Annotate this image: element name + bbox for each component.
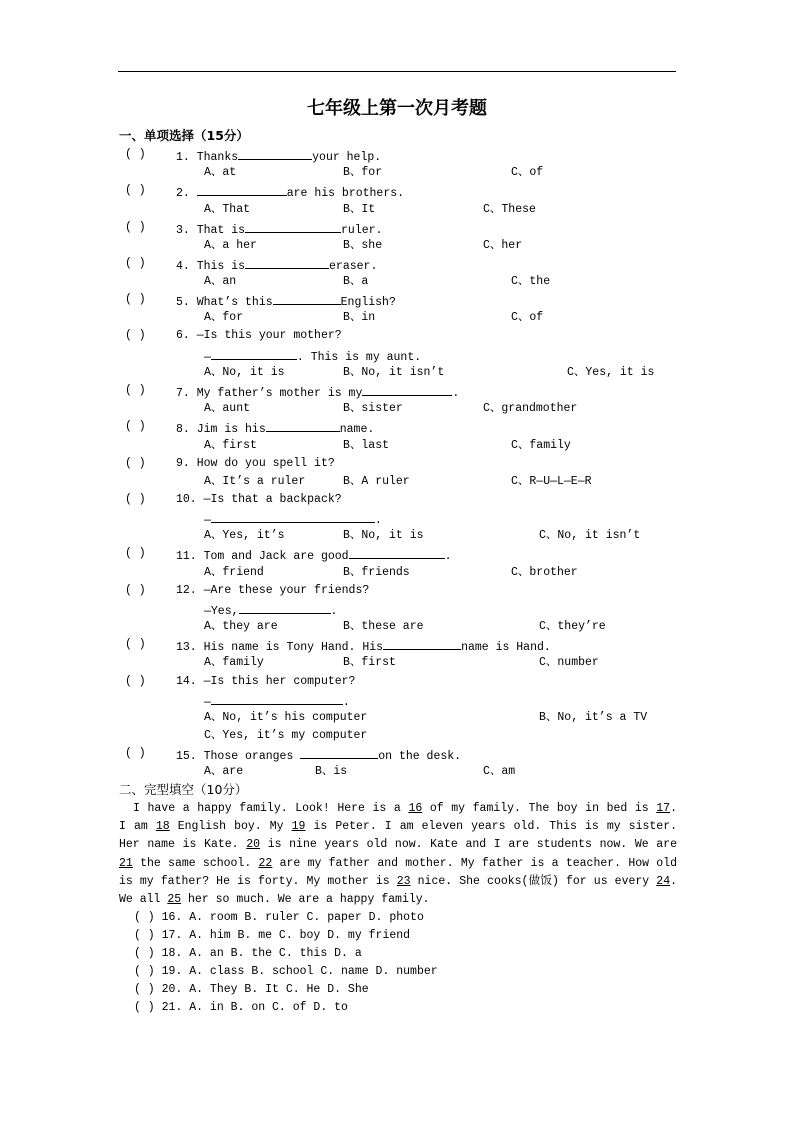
question-number: 6. (176, 329, 190, 342)
option-b: B、is (315, 765, 348, 778)
option-a: A、Yes, it’s (204, 529, 285, 542)
option-b: B、she (343, 239, 383, 252)
question-text: . (342, 696, 350, 709)
question-7 (176, 383, 459, 402)
option-c: C、am (483, 765, 516, 778)
option-a: A、family (204, 656, 264, 669)
option-c: C、number (539, 656, 599, 669)
option-c: C、No, it isn’t (539, 529, 641, 542)
answer-blank (239, 601, 331, 614)
question-6 (176, 328, 342, 344)
question-9 (176, 456, 335, 472)
option-a: A、a her (204, 239, 257, 252)
option-a: A、at (204, 166, 237, 179)
section-2-heading: 二、完型填空（10分） (119, 782, 248, 797)
question-14 (176, 674, 355, 690)
question-number: 12. (176, 584, 197, 597)
question-number: 14. (176, 675, 197, 688)
option-b: B、last (343, 439, 390, 452)
answer-paren: ( ) (125, 493, 146, 506)
question-14-reply (204, 692, 350, 711)
blank-number: 20 (246, 838, 261, 852)
answer-blank (211, 347, 297, 360)
question-text: —Is that a backpack? (203, 493, 342, 506)
question-text: Tom and Jack are good (203, 550, 349, 563)
option-c: C、brother (511, 566, 578, 579)
option-c: C、of (511, 311, 544, 324)
answer-blank (266, 419, 340, 432)
page-title: 七年级上第一次月考题 (307, 98, 487, 119)
question-text: —Is this her computer? (203, 675, 356, 688)
option-b: B、It (343, 203, 376, 216)
question-number: 13. (176, 641, 197, 654)
answer-paren: ( ) (125, 420, 146, 433)
question-text: This is (196, 260, 246, 273)
question-number: 15. (176, 750, 197, 763)
question-number: 5. (176, 296, 190, 309)
answer-paren: ( ) (125, 384, 146, 397)
answer-blank (238, 147, 312, 160)
option-b: B、sister (343, 402, 403, 415)
question-15 (176, 746, 461, 765)
option-b: B、a (343, 275, 369, 288)
blank-number: 21 (119, 856, 133, 870)
blank-number: 17 (656, 802, 671, 815)
option-b: B、these are (343, 620, 424, 633)
blank-number: 16 (408, 802, 423, 815)
option-a: A、are (204, 765, 244, 778)
question-12 (176, 583, 369, 599)
question-text: name is Hand. (461, 641, 551, 654)
question-text: . This is my aunt. (296, 351, 422, 364)
blank-number: 23 (396, 874, 411, 888)
option-a: A、they are (204, 620, 278, 633)
question-10 (176, 492, 342, 508)
question-text: How do you spell it? (196, 457, 335, 470)
answer-blank (273, 292, 341, 305)
blank-number: 25 (167, 893, 182, 907)
cloze-question-19: ( ) 19. A. class B. school C. name D. number (134, 965, 438, 978)
question-text: . (330, 605, 338, 618)
cloze-question-21: ( ) 21. A. in B. on C. of D. to (134, 1001, 348, 1014)
option-a: A、No, it’s his computer (204, 711, 368, 724)
question-number: 9. (176, 457, 190, 470)
option-a: A、No, it is (204, 366, 285, 379)
option-a: A、It’s a ruler (204, 475, 306, 488)
question-text: Jim is his (196, 423, 266, 436)
option-c: C、Yes, it’s my computer (204, 729, 368, 742)
option-a: A、an (204, 275, 237, 288)
question-text: My father’s mother is my (196, 387, 363, 400)
question-text: — (204, 514, 211, 527)
option-b: B、No, it isn’t (343, 366, 445, 379)
option-c: C、grandmother (483, 402, 578, 415)
answer-blank (245, 256, 329, 269)
answer-paren: ( ) (125, 221, 146, 234)
question-text: your help. (312, 151, 382, 164)
cloze-question-17: ( ) 17. A. him B. me C. boy D. my friend (134, 929, 411, 942)
cloze-passage: I have a happy family. Look! Here is a 16 of my family. The boy in bed is 17. I am 18 English boy. My 19 is Peter. I am eleven years old. This is my sister. Her name is Kate. 20 is nine years old now. Kate and I are students now. We are 21 the same school. 22 are my father and mother. My father is a teacher. How old is my father? He is forty. My mother is 23 nice. She cooks(做饭) for us every 24. We all 25 her so much. We are a happy family. (119, 802, 678, 907)
answer-blank (211, 692, 343, 705)
cloze-question-20: ( ) 20. A. They B. It C. He D. She (134, 983, 369, 996)
question-5 (176, 292, 396, 311)
answer-blank (197, 183, 287, 196)
option-c: C、R—U—L—E—R (511, 475, 592, 488)
answer-paren: ( ) (125, 675, 146, 688)
answer-blank (383, 637, 461, 650)
cloze-question-18: ( ) 18. A. an B. the C. this D. a (134, 947, 362, 960)
question-text: Those oranges (203, 750, 301, 763)
answer-paren: ( ) (125, 638, 146, 651)
option-c: C、family (511, 439, 571, 452)
question-number: 11. (176, 550, 197, 563)
question-text: —Is this your mother? (196, 329, 342, 342)
question-12-reply (204, 601, 337, 620)
question-number: 7. (176, 387, 190, 400)
answer-paren: ( ) (125, 747, 146, 760)
question-text: name. (339, 423, 375, 436)
question-text: What’s this (196, 296, 273, 309)
answer-paren: ( ) (125, 148, 146, 161)
option-a: A、first (204, 439, 257, 452)
section-1-heading: 一、单项选择（15分） (119, 128, 249, 143)
question-1 (176, 147, 381, 166)
option-a: A、friend (204, 566, 264, 579)
question-8 (176, 419, 374, 438)
question-text: . (444, 550, 452, 563)
answer-paren: ( ) (125, 584, 146, 597)
answer-blank (362, 383, 452, 396)
option-c: C、These (483, 203, 536, 216)
blank-number: 22 (258, 856, 273, 870)
question-text: on the desk. (378, 750, 462, 763)
option-c: C、the (511, 275, 551, 288)
answer-blank (349, 546, 445, 559)
question-text: That is (196, 224, 246, 237)
answer-paren: ( ) (125, 293, 146, 306)
answer-blank (211, 510, 375, 523)
question-text: are his brothers. (286, 187, 405, 200)
question-10-reply (204, 510, 382, 529)
answer-paren: ( ) (125, 457, 146, 470)
blank-number: 24 (656, 874, 671, 888)
question-text: eraser. (329, 260, 378, 273)
header-rule (118, 71, 676, 72)
option-c: C、her (483, 239, 523, 252)
question-number: 2. (176, 187, 190, 200)
blank-number: 18 (155, 820, 170, 834)
option-b: B、A ruler (343, 475, 410, 488)
question-2 (176, 183, 404, 202)
option-a: A、for (204, 311, 244, 324)
option-a: A、aunt (204, 402, 251, 415)
answer-paren: ( ) (125, 329, 146, 342)
option-b: B、first (343, 656, 396, 669)
option-b: B、No, it’s a TV (539, 711, 648, 724)
option-b: B、friends (343, 566, 410, 579)
question-text: ruler. (341, 224, 383, 237)
answer-blank (245, 220, 341, 233)
option-c: C、Yes, it is (567, 366, 655, 379)
question-number: 4. (176, 260, 190, 273)
question-text: —Yes, (204, 605, 239, 618)
question-4 (176, 256, 377, 275)
answer-paren: ( ) (125, 257, 146, 270)
option-c: C、they’re (539, 620, 606, 633)
question-text: —Are these your friends? (203, 584, 370, 597)
option-a: A、That (204, 203, 251, 216)
option-b: B、No, it is (343, 529, 424, 542)
question-text: His name is Tony Hand. His (203, 641, 384, 654)
option-b: B、for (343, 166, 383, 179)
answer-paren: ( ) (125, 547, 146, 560)
question-text: Thanks (196, 151, 239, 164)
question-6-reply (204, 347, 421, 366)
question-3 (176, 220, 382, 239)
question-number: 3. (176, 224, 190, 237)
question-11 (176, 546, 451, 565)
option-b: B、in (343, 311, 376, 324)
question-text: — (204, 351, 211, 364)
question-number: 1. (176, 151, 190, 164)
question-number: 10. (176, 493, 197, 506)
question-13 (176, 637, 551, 656)
question-number: 8. (176, 423, 190, 436)
answer-paren: ( ) (125, 184, 146, 197)
option-c: C、of (511, 166, 544, 179)
question-text: . (374, 514, 382, 527)
question-text: . (452, 387, 460, 400)
cloze-question-16: ( ) 16. A. room B. ruler C. paper D. photo (134, 911, 424, 924)
question-text: — (204, 696, 211, 709)
question-text: English? (340, 296, 396, 309)
answer-blank (300, 746, 378, 759)
blank-number: 19 (291, 820, 306, 834)
